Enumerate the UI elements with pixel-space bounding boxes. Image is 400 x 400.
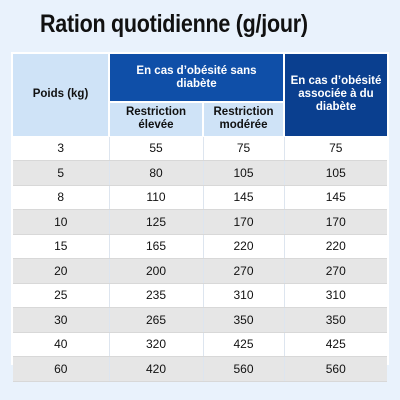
cell-weight: 30 [13,308,109,333]
cell-weight: 60 [13,357,109,382]
cell-high-restriction: 420 [109,357,203,382]
cell-moderate-restriction: 170 [203,210,284,235]
ration-table [13,54,387,382]
cell-weight: 5 [13,161,109,186]
cell-moderate-restriction: 310 [203,283,284,308]
header-obese-no-diabetes: En cas d’obésité sans diabète [109,54,284,102]
cell-high-restriction: 320 [109,332,203,357]
cell-with-diabetes: 560 [284,357,387,382]
cell-moderate-restriction: 75 [203,136,284,161]
cell-weight: 40 [13,332,109,357]
cell-moderate-restriction: 560 [203,357,284,382]
table-row [13,234,387,259]
page-title: Ration quotidienne (g/jour) [40,10,308,38]
cell-with-diabetes: 350 [284,308,387,333]
cell-high-restriction: 200 [109,259,203,284]
cell-weight: 8 [13,185,109,210]
cell-moderate-restriction: 425 [203,332,284,357]
table-row [13,308,387,333]
cell-with-diabetes: 220 [284,234,387,259]
header-moderate-restriction: Restriction modérée [203,102,284,136]
table-row [13,332,387,357]
cell-with-diabetes: 425 [284,332,387,357]
cell-high-restriction: 235 [109,283,203,308]
table-row [13,185,387,210]
table-row [13,357,387,382]
table-body [13,136,387,381]
cell-moderate-restriction: 220 [203,234,284,259]
table-row [13,259,387,284]
cell-high-restriction: 265 [109,308,203,333]
table-row [13,283,387,308]
cell-weight: 15 [13,234,109,259]
cell-moderate-restriction: 105 [203,161,284,186]
cell-moderate-restriction: 350 [203,308,284,333]
cell-weight: 3 [13,136,109,161]
cell-high-restriction: 125 [109,210,203,235]
header-obese-with-diabetes: En cas d’obésité associée à du diabète [284,54,387,136]
cell-with-diabetes: 75 [284,136,387,161]
cell-with-diabetes: 170 [284,210,387,235]
header-high-restriction: Restriction élevée [109,102,203,136]
cell-with-diabetes: 145 [284,185,387,210]
cell-high-restriction: 80 [109,161,203,186]
cell-moderate-restriction: 145 [203,185,284,210]
cell-weight: 25 [13,283,109,308]
table-row [13,161,387,186]
cell-high-restriction: 110 [109,185,203,210]
cell-weight: 20 [13,259,109,284]
cell-high-restriction: 55 [109,136,203,161]
cell-moderate-restriction: 270 [203,259,284,284]
cell-with-diabetes: 310 [284,283,387,308]
table-row [13,210,387,235]
cell-high-restriction: 165 [109,234,203,259]
cell-with-diabetes: 105 [284,161,387,186]
cell-with-diabetes: 270 [284,259,387,284]
table-row [13,136,387,161]
header-weight: Poids (kg) [13,54,109,136]
cell-weight: 10 [13,210,109,235]
